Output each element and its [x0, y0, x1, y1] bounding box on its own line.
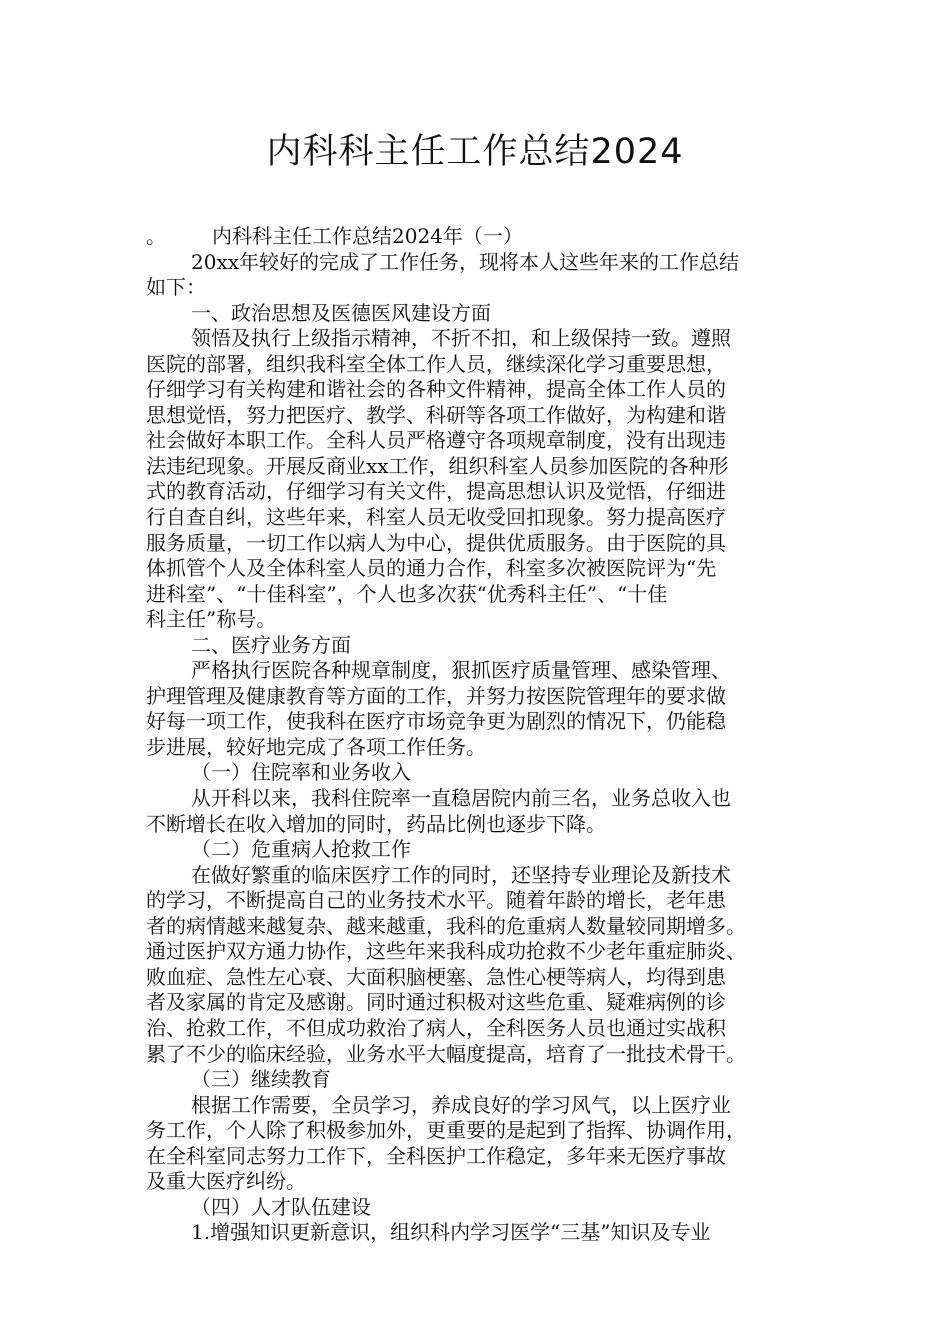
line-text: （三）继续教育	[191, 1067, 331, 1092]
line-text: 体抓管个人及全体科室人员的通力合作，科室多次被医院评为“先	[146, 556, 717, 581]
line-text: 医院的部署，组织我科室全体工作人员，继续深化学习重要思想，	[146, 351, 726, 376]
line-text: 累了不少的临床经验，业务水平大幅度提高，培育了一批技术骨干。	[146, 1041, 746, 1066]
text-line	[146, 454, 826, 480]
text-line	[146, 1169, 826, 1195]
text-line	[146, 301, 826, 327]
text-line	[146, 1042, 826, 1068]
document-body	[146, 224, 826, 1246]
line-text: 思想觉悟，努力把医疗、教学、科研等各项工作做好，为构建和谐	[146, 402, 726, 427]
document-title: 内科科主任工作总结2024	[266, 132, 684, 172]
text-line	[146, 428, 826, 454]
line-text: 式的教育活动，仔细学习有关文件，提高思想认识及觉悟，仔细进	[146, 479, 726, 504]
line-text: 二、医疗业务方面	[191, 632, 351, 657]
line-text: 步进展，较好地完成了各项工作任务。	[146, 734, 486, 759]
text-line	[146, 531, 826, 557]
text-line	[146, 1118, 826, 1144]
text-line	[146, 1144, 826, 1170]
line-text: 治、抢救工作，不但成功救治了病人，全科医务人员也通过实战积	[146, 1015, 726, 1040]
line-text: 者及家属的肯定及感谢。同时通过积极对这些危重、疑难病例的诊	[146, 990, 726, 1015]
line-text: 进科室”、“十佳科室”，个人也多次获“优秀科主任”、“十佳	[146, 581, 668, 606]
line-text: 严格执行医院各种规章制度，狠抓医疗质量管理、感染管理、	[191, 658, 731, 683]
line-text: 科主任”称号。	[146, 607, 277, 632]
line-text: 好每一项工作，使我科在医疗市场竞争更为剧烈的情况下，仍能稳	[146, 709, 726, 734]
text-line	[146, 275, 826, 301]
line-text: 1.增强知识更新意识，组织科内学习医学“三基”知识及专业	[191, 1220, 711, 1245]
text-line	[146, 786, 826, 812]
line-text: 根据工作需要，全员学习，养成良好的学习风气，以上医疗业	[191, 1092, 731, 1117]
text-line	[146, 326, 826, 352]
text-line	[146, 607, 826, 633]
text-line	[146, 250, 826, 276]
text-line	[146, 760, 826, 786]
bullet-mark: 。	[146, 224, 166, 248]
line-text: 行自查自纠，这些年来，科室人员无收受回扣现象。努力提高医疗	[146, 505, 726, 530]
line-text: 者的病情越来越复杂、越来越重，我科的危重病人数量较同期增多。	[146, 913, 746, 938]
text-line	[146, 990, 826, 1016]
text-line	[146, 709, 826, 735]
line-text: 务工作，个人除了积极参加外，更重要的是起到了指挥、协调作用，	[146, 1118, 746, 1143]
text-line	[146, 633, 826, 659]
line-text: 护理管理及健康教育等方面的工作，并努力按医院管理年的要求做	[146, 683, 726, 708]
text-line	[146, 377, 826, 403]
line-text: （四）人才队伍建设	[191, 1194, 371, 1219]
text-line	[146, 914, 826, 940]
line-text: （二）危重病人抢救工作	[191, 837, 411, 862]
text-line	[146, 1016, 826, 1042]
text-line	[146, 556, 826, 582]
text-line	[146, 479, 826, 505]
text-line	[146, 1093, 826, 1119]
line-text: 服务质量，一切工作以病人为中心，提供优质服务。由于医院的具	[146, 530, 726, 555]
text-line	[146, 403, 826, 429]
text-line	[146, 812, 826, 838]
text-line	[146, 888, 826, 914]
line-text: 仔细学习有关构建和谐社会的各种文件精神，提高全体工作人员的	[146, 377, 726, 402]
line-text: （一）住院率和业务收入	[191, 760, 411, 785]
line-text: 在做好繁重的临床医疗工作的同时，还坚持专业理论及新技术	[191, 862, 731, 887]
text-line	[146, 837, 826, 863]
line-text: 法违纪现象。开展反商业xx工作，组织科室人员参加医院的各种形	[146, 453, 729, 478]
text-line	[146, 582, 826, 608]
line-text: 不断增长在收入增加的同时，药品比例也逐步下降。	[146, 811, 606, 836]
line-text: 社会做好本职工作。全科人员严格遵守各项规章制度，没有出现违	[146, 428, 726, 453]
line-text: 在全科室同志努力工作下，全科医护工作稳定，多年来无医疗事故	[146, 1143, 726, 1168]
text-line	[146, 352, 826, 378]
line-text: 一、政治思想及医德医风建设方面	[191, 300, 491, 325]
line-text: 从开科以来，我科住院率一直稳居院内前三名，业务总收入也	[191, 786, 731, 811]
text-line	[146, 658, 826, 684]
text-line	[146, 1220, 826, 1246]
text-line	[146, 863, 826, 889]
text-line	[146, 1067, 826, 1093]
line-text: 领悟及执行上级指示精神，不折不扣，和上级保持一致。遵照	[191, 326, 731, 351]
text-line	[146, 224, 826, 250]
text-line	[146, 684, 826, 710]
text-line	[146, 965, 826, 991]
text-line	[146, 735, 826, 761]
line-text: 败血症、急性左心衰、大面积脑梗塞、急性心梗等病人，均得到患	[146, 964, 726, 989]
line-text: 内科科主任工作总结2024年（一）	[212, 224, 523, 248]
line-text: 的学习，不断提高自己的业务技术水平。随着年龄的增长，老年患	[146, 888, 726, 913]
text-line	[146, 505, 826, 531]
line-text: 20xx年较好的完成了工作任务，现将本人这些年来的工作总结	[191, 249, 740, 274]
text-line	[146, 1195, 826, 1221]
line-text: 通过医护双方通力协作，这些年来我科成功抢救不少老年重症肺炎、	[146, 939, 746, 964]
text-line	[146, 939, 826, 965]
line-text: 及重大医疗纠纷。	[146, 1169, 306, 1194]
line-text: 如下：	[146, 275, 206, 300]
